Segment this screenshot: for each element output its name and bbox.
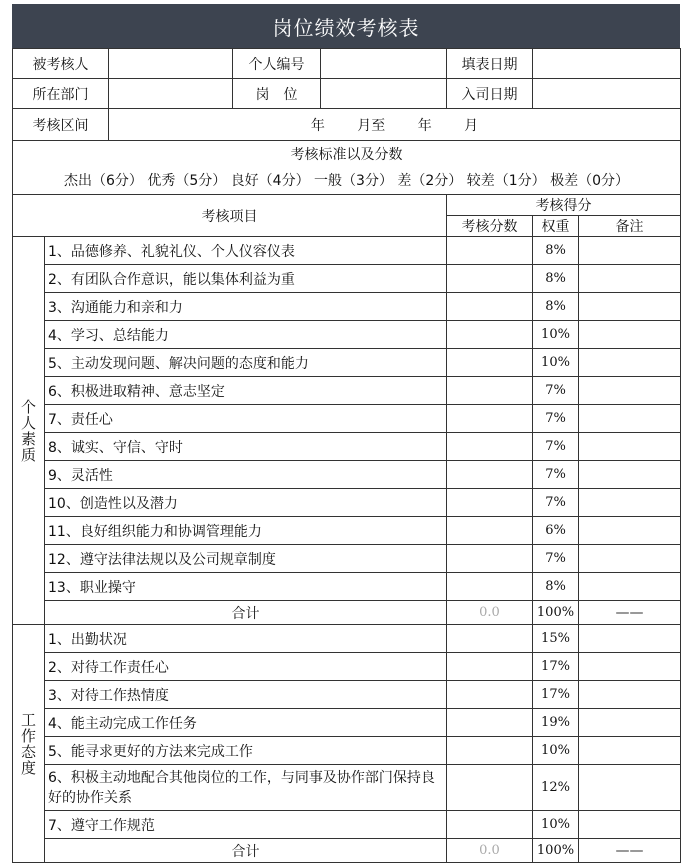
item-text: 9、灵活性 [45, 461, 447, 489]
weight-cell: 15% [533, 625, 579, 653]
table-row [13, 489, 681, 517]
item-text: 12、遵守法律法规以及公司规章制度 [45, 545, 447, 573]
score-cell[interactable] [447, 517, 533, 545]
info-row-2 [13, 79, 681, 109]
score-cell[interactable] [447, 811, 533, 839]
item-text: 3、对待工作热情度 [45, 681, 447, 709]
item-text: 11、良好组织能力和协调管理能力 [45, 517, 447, 545]
remark-cell[interactable] [579, 489, 681, 517]
remark-cell[interactable] [579, 681, 681, 709]
weight-cell: 7% [533, 489, 579, 517]
examinee-label: 被考核人 [13, 49, 109, 79]
total-score: 0.0 [447, 839, 533, 863]
remark-cell[interactable] [579, 517, 681, 545]
table-row [13, 573, 681, 601]
section-name-char: 工 [20, 710, 36, 729]
remark-cell[interactable] [579, 709, 681, 737]
item-text: 4、能主动完成工作任务 [45, 709, 447, 737]
table-row [13, 765, 681, 811]
weight-cell: 17% [533, 681, 579, 709]
weight-cell: 8% [533, 573, 579, 601]
fill-date-field[interactable] [533, 49, 681, 79]
item-text: 7、责任心 [45, 405, 447, 433]
weight-header: 权重 [533, 216, 579, 237]
item-text: 8、诚实、守信、守时 [45, 433, 447, 461]
weight-cell: 7% [533, 461, 579, 489]
table-row [13, 625, 681, 653]
section-name-char: 质 [20, 445, 36, 464]
standards-levels: 杰出（6分） 优秀（5分） 良好（4分） 一般（3分） 差（2分） 较差（1分） 极差（0分） [63, 172, 630, 189]
score-cell[interactable] [447, 461, 533, 489]
total-weight: 100% [533, 601, 579, 625]
score-cell[interactable] [447, 433, 533, 461]
department-label: 所在部门 [13, 79, 109, 109]
weight-cell: 7% [533, 433, 579, 461]
weight-cell: 7% [533, 405, 579, 433]
weight-cell: 10% [533, 321, 579, 349]
remark-cell[interactable] [579, 377, 681, 405]
table-row [13, 293, 681, 321]
header-row-1 [13, 195, 681, 216]
score-cell[interactable] [447, 293, 533, 321]
item-text: 1、出勤状况 [45, 625, 447, 653]
weight-cell: 10% [533, 737, 579, 765]
weight-cell: 7% [533, 545, 579, 573]
item-text: 1、品德修养、礼貌礼仪、个人仪容仪表 [45, 237, 447, 265]
score-group-header: 考核得分 [447, 195, 681, 216]
remark-header: 备注 [579, 216, 681, 237]
item-header: 考核项目 [13, 195, 447, 237]
table-row [13, 237, 681, 265]
section-name-char: 个 [20, 397, 36, 416]
section-name-char: 态 [20, 742, 36, 761]
weight-cell: 19% [533, 709, 579, 737]
score-cell[interactable] [447, 489, 533, 517]
total-remark: —— [579, 601, 681, 625]
weight-cell: 6% [533, 517, 579, 545]
item-text: 6、积极主动地配合其他岗位的工作，与同事及协作部门保持良好的协作关系 [45, 765, 447, 811]
remark-cell[interactable] [579, 653, 681, 681]
table-row [13, 265, 681, 293]
score-header: 考核分数 [447, 216, 533, 237]
remark-cell[interactable] [579, 625, 681, 653]
standards-row [13, 141, 681, 195]
section-name [13, 237, 45, 625]
evaluation-table [12, 48, 681, 863]
section-name-char: 作 [20, 726, 36, 745]
remark-cell[interactable] [579, 433, 681, 461]
table-row [13, 405, 681, 433]
score-cell[interactable] [447, 321, 533, 349]
table-row [13, 517, 681, 545]
fill-date-label: 填表日期 [447, 49, 533, 79]
table-row [13, 349, 681, 377]
weight-cell: 8% [533, 265, 579, 293]
item-text: 3、沟通能力和亲和力 [45, 293, 447, 321]
score-cell[interactable] [447, 573, 533, 601]
score-cell[interactable] [447, 405, 533, 433]
position-field[interactable] [321, 79, 447, 109]
remark-cell[interactable] [579, 737, 681, 765]
table-row [13, 321, 681, 349]
period-row [13, 109, 681, 141]
weight-cell: 10% [533, 349, 579, 377]
table-row [13, 811, 681, 839]
total-weight: 100% [533, 839, 579, 863]
form-title: 岗位绩效考核表 [12, 4, 680, 48]
section-name-char: 度 [20, 758, 36, 777]
total-row [13, 601, 681, 625]
item-text: 7、遵守工作规范 [45, 811, 447, 839]
position-label: 岗 位 [233, 79, 321, 109]
score-cell[interactable] [447, 349, 533, 377]
table-row [13, 653, 681, 681]
table-row [13, 461, 681, 489]
item-text: 6、积极进取精神、意志坚定 [45, 377, 447, 405]
remark-cell[interactable] [579, 811, 681, 839]
item-text: 5、主动发现问题、解决问题的态度和能力 [45, 349, 447, 377]
score-cell[interactable] [447, 709, 533, 737]
remark-cell[interactable] [579, 405, 681, 433]
remark-cell[interactable] [579, 293, 681, 321]
total-score: 0.0 [447, 601, 533, 625]
score-cell[interactable] [447, 653, 533, 681]
section-name-char: 素 [20, 429, 36, 448]
total-label: 合计 [45, 839, 447, 863]
section-name [13, 625, 45, 863]
item-text: 10、创造性以及潜力 [45, 489, 447, 517]
score-cell[interactable] [447, 737, 533, 765]
hire-date-label: 入司日期 [447, 79, 533, 109]
table-row [13, 545, 681, 573]
item-text: 5、能寻求更好的方法来完成工作 [45, 737, 447, 765]
weight-cell: 8% [533, 293, 579, 321]
table-row [13, 433, 681, 461]
period-label: 考核区间 [13, 109, 109, 141]
standards-heading: 考核标准以及分数 [290, 146, 403, 163]
table-row [13, 709, 681, 737]
remark-cell[interactable] [579, 321, 681, 349]
score-cell[interactable] [447, 265, 533, 293]
remark-cell[interactable] [579, 461, 681, 489]
employee-id-label: 个人编号 [233, 49, 321, 79]
remark-cell[interactable] [579, 349, 681, 377]
weight-cell: 12% [533, 765, 579, 811]
item-text: 2、对待工作责任心 [45, 653, 447, 681]
score-cell[interactable] [447, 681, 533, 709]
examinee-field[interactable] [109, 49, 233, 79]
score-cell[interactable] [447, 377, 533, 405]
item-text: 4、学习、总结能力 [45, 321, 447, 349]
total-remark: —— [579, 839, 681, 863]
employee-id-field[interactable] [321, 49, 447, 79]
hire-date-field[interactable] [533, 79, 681, 109]
weight-cell: 7% [533, 377, 579, 405]
score-cell[interactable] [447, 765, 533, 811]
period-field[interactable]: 年 月至 年 月 [109, 109, 681, 141]
table-row [13, 681, 681, 709]
department-field[interactable] [109, 79, 233, 109]
score-cell[interactable] [447, 625, 533, 653]
table-row [13, 377, 681, 405]
remark-cell[interactable] [579, 573, 681, 601]
section-name-char: 人 [20, 413, 36, 432]
table-row [13, 737, 681, 765]
total-row [13, 839, 681, 863]
remark-cell[interactable] [579, 545, 681, 573]
remark-cell[interactable] [579, 765, 681, 811]
remark-cell[interactable] [579, 237, 681, 265]
weight-cell: 10% [533, 811, 579, 839]
remark-cell[interactable] [579, 265, 681, 293]
item-text: 2、有团队合作意识，能以集体利益为重 [45, 265, 447, 293]
score-cell[interactable] [447, 237, 533, 265]
sections-body [13, 237, 681, 863]
info-row-1 [13, 49, 681, 79]
score-cell[interactable] [447, 545, 533, 573]
item-text: 13、职业操守 [45, 573, 447, 601]
total-label: 合计 [45, 601, 447, 625]
weight-cell: 8% [533, 237, 579, 265]
weight-cell: 17% [533, 653, 579, 681]
